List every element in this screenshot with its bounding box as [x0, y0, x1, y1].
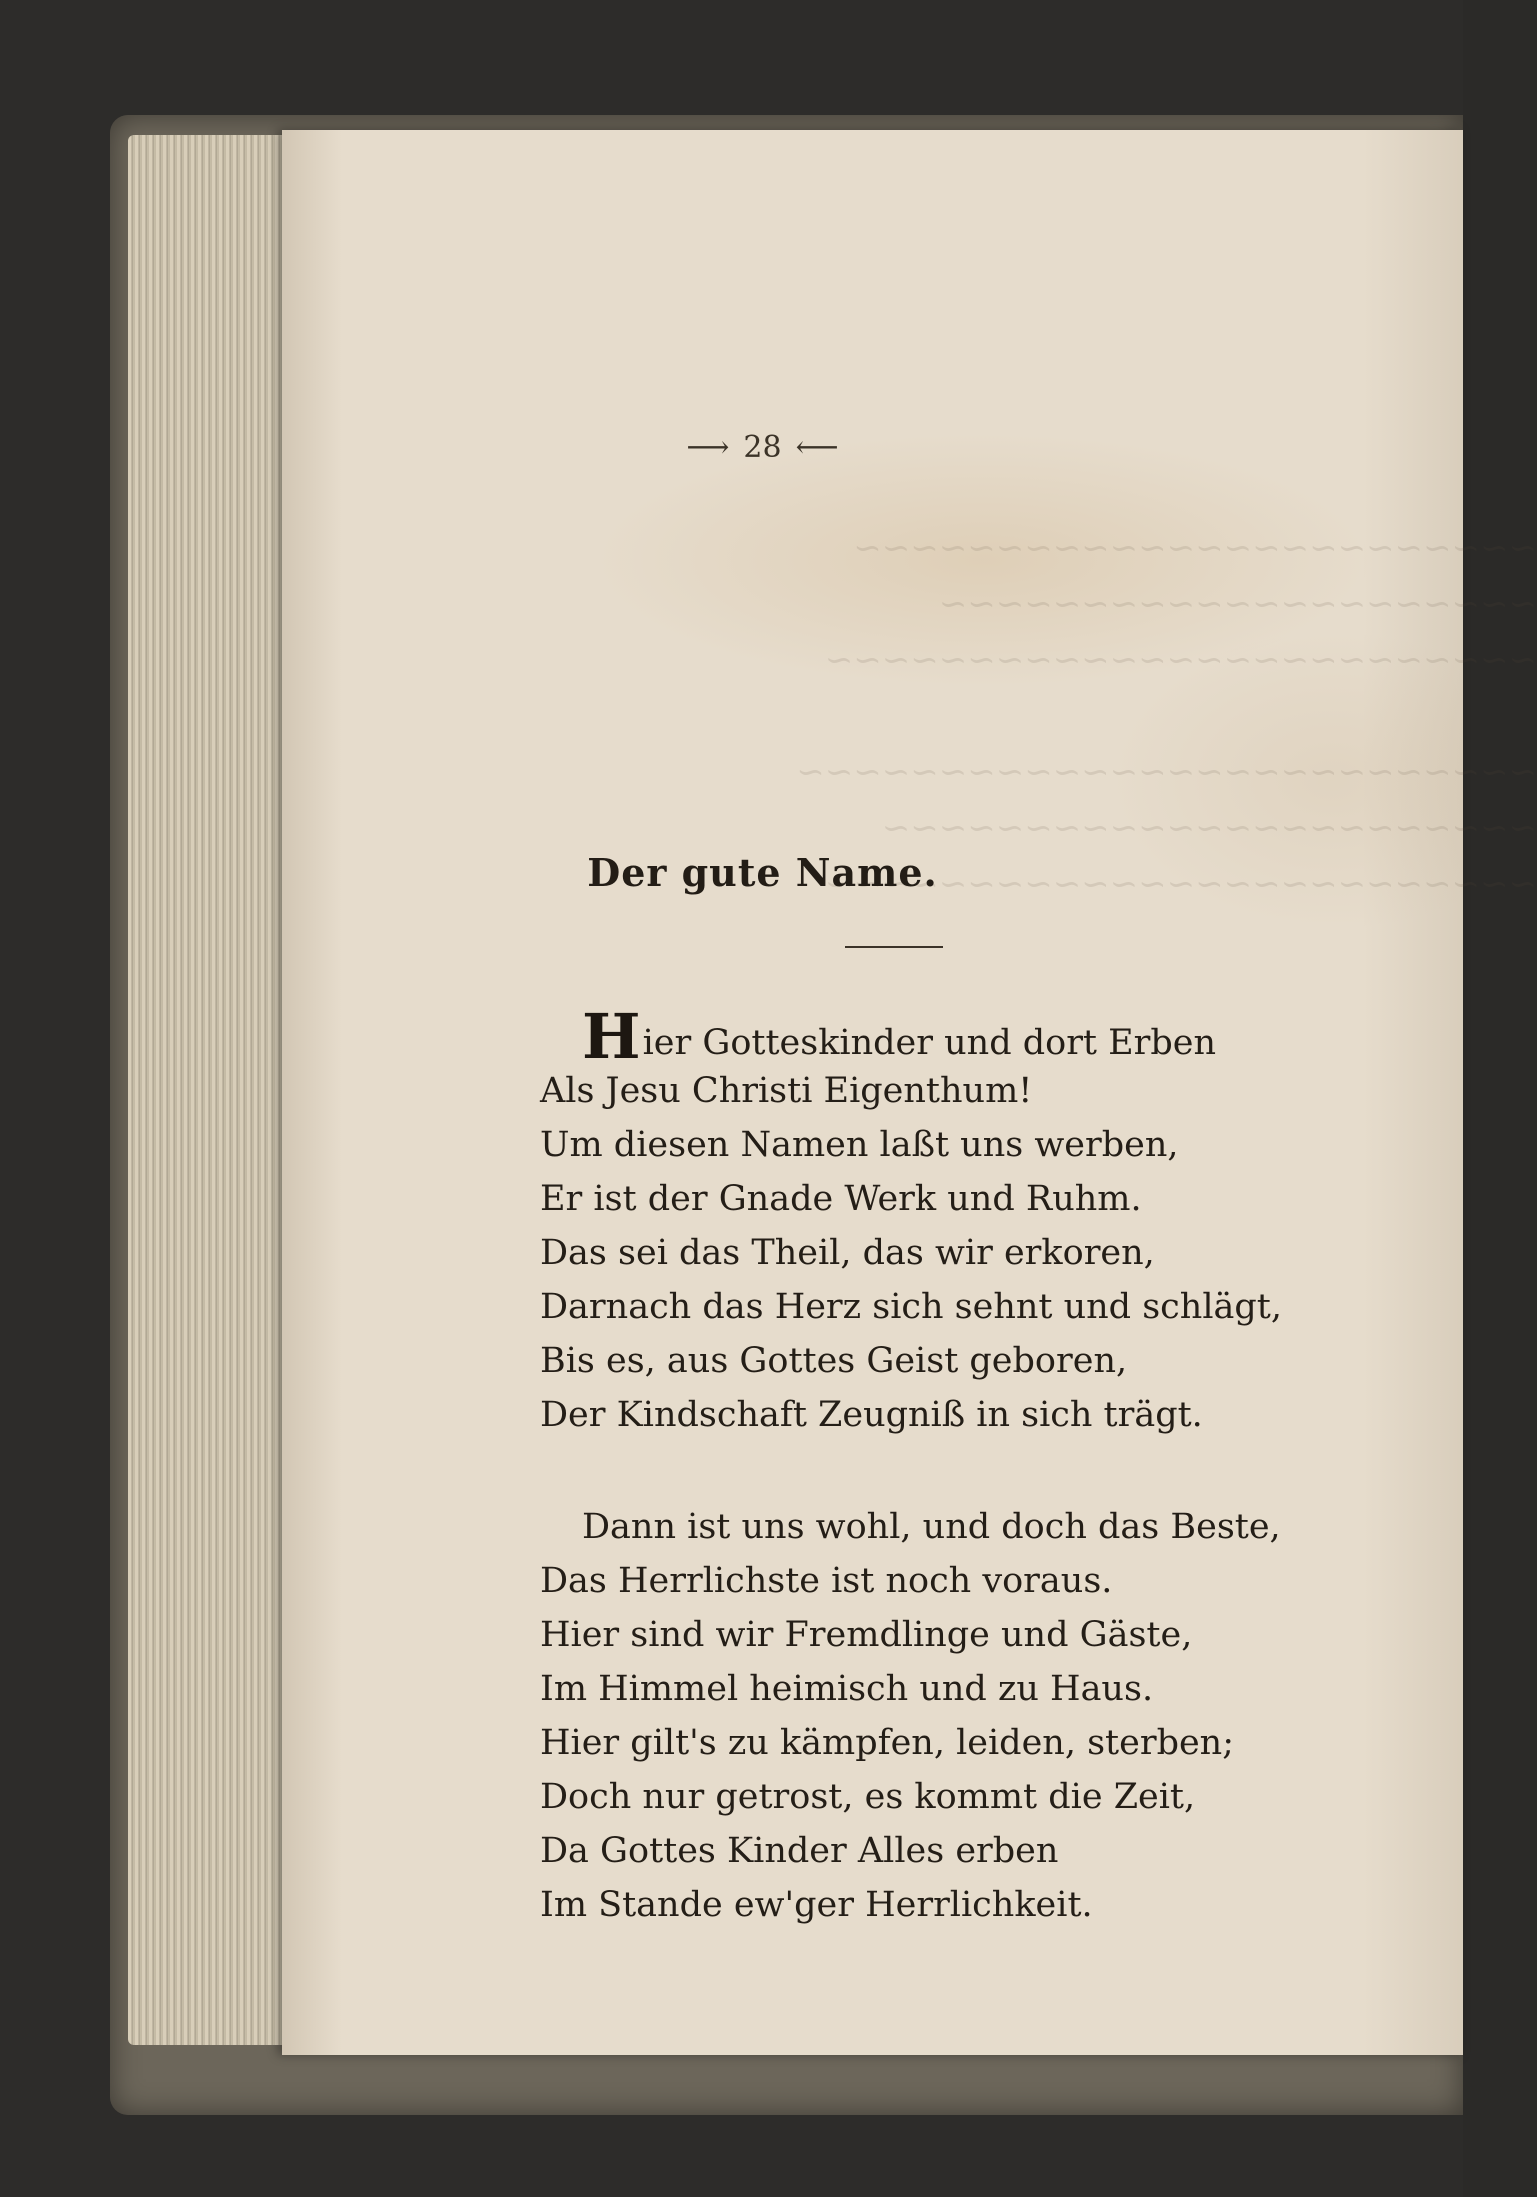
- verse-line: Als Jesu Christi Eigenthum!: [540, 1071, 1033, 1111]
- book-page: [282, 130, 1537, 2055]
- page-number-prefix: ⟶: [686, 430, 730, 465]
- verse-line: Da Gottes Kinder Alles erben: [540, 1831, 1059, 1871]
- stanza-2: [540, 1500, 1360, 1932]
- verse-line: Um diesen Namen laßt uns werben,: [540, 1125, 1179, 1165]
- verse-line: Das Herrlichste ist noch voraus.: [540, 1561, 1113, 1601]
- verse-line: Der Kindschaft Zeugniß in sich trägt.: [540, 1395, 1203, 1435]
- page-edges: [128, 135, 288, 2045]
- verse-line: Das sei das Theil, das wir erkoren,: [540, 1233, 1155, 1273]
- verse-line: Doch nur getrost, es kommt die Zeit,: [540, 1777, 1196, 1817]
- verse-line: Er ist der Gnade Werk und Ruhm.: [540, 1179, 1142, 1219]
- verse-line: Dann ist uns wohl, und doch das Beste,: [582, 1507, 1281, 1547]
- verse-line: Bis es, aus Gottes Geist geboren,: [540, 1341, 1128, 1381]
- verse-line: Darnach das Herz sich sehnt und schlägt,: [540, 1287, 1282, 1327]
- verse-line: Hier sind wir Fremdlinge und Gäste,: [540, 1615, 1193, 1655]
- verse-line: Im Himmel heimisch und zu Haus.: [540, 1669, 1154, 1709]
- page-number: [282, 430, 1463, 465]
- title-divider: [845, 946, 943, 948]
- verse-line: Im Stande ew'ger Herrlichkeit.: [540, 1885, 1093, 1925]
- verse-line: Hier gilt's zu kämpfen, leiden, sterben;: [540, 1723, 1235, 1763]
- page-number-suffix: ⟵: [795, 430, 839, 465]
- poem-title: Der gute Name.: [587, 850, 938, 895]
- page-number-value: 28: [743, 430, 782, 465]
- verse-line: Hier Gotteskinder und dort Erben: [582, 1000, 1217, 1073]
- show-through-texture: ~~~~~~~~~~~~~~~~~~~~~~~~ ~~~~~~~~~~~~~~~~~~~~~ ~~~~~~~~~~~~~~~~~~~~~~~~~ ~~~~~~~~~~~~~~~~~~~~~~~~~~ ~~~~~~~~~~~~~~~~~~~~~~~ ~~~~~~~~~~~~~~~~~~~~~~~~~: [796, 528, 1537, 904]
- stanza-1: [540, 1000, 1360, 1442]
- drop-cap: H: [582, 1000, 641, 1073]
